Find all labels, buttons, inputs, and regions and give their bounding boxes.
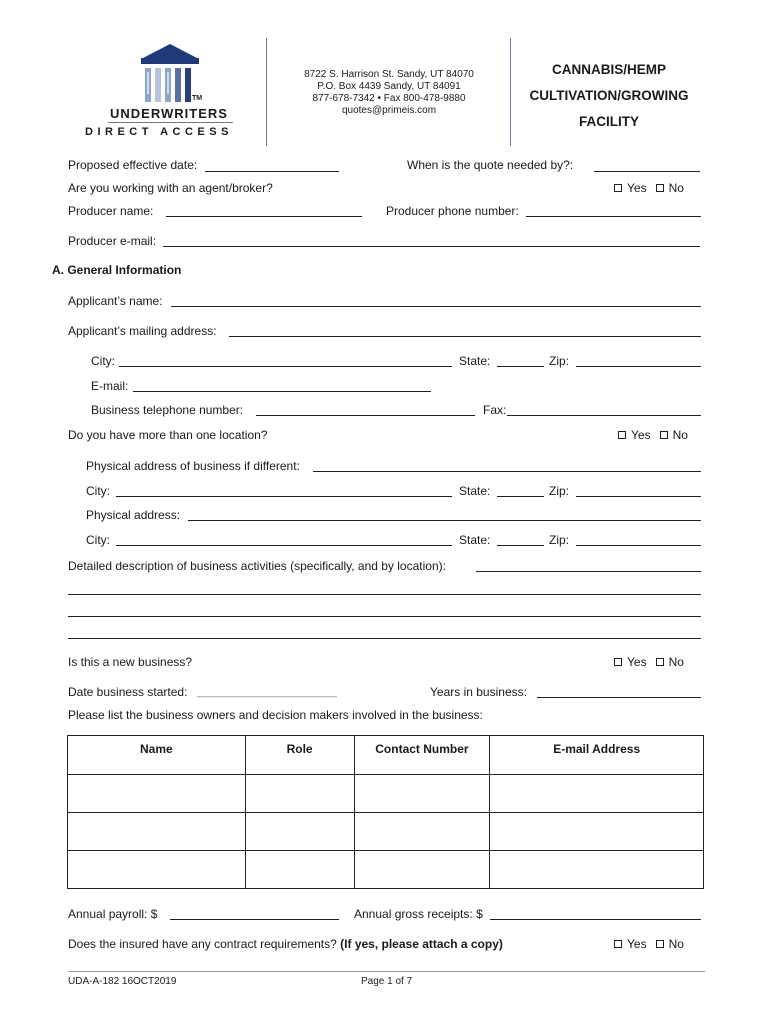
more-locations-no-checkbox[interactable] bbox=[660, 431, 668, 439]
contract-question bbox=[68, 937, 503, 951]
annual-payroll-field[interactable] bbox=[170, 919, 339, 920]
location3-state-field[interactable] bbox=[497, 545, 544, 546]
email-label: E-mail: bbox=[91, 379, 129, 393]
owner-name-cell[interactable] bbox=[68, 851, 246, 889]
location2-city-label: City: bbox=[86, 484, 110, 498]
producer-email-label: Producer e-mail: bbox=[68, 234, 157, 248]
owner-contact-cell[interactable] bbox=[354, 851, 490, 889]
form-title bbox=[494, 57, 724, 135]
mailing-zip-field[interactable] bbox=[576, 366, 701, 367]
physical-address-label: Physical address: bbox=[86, 508, 181, 522]
company-address bbox=[279, 69, 499, 117]
physical-address-field[interactable] bbox=[188, 520, 701, 521]
mailing-city-field[interactable] bbox=[119, 366, 452, 367]
agent-yes-label: Yes bbox=[627, 181, 647, 195]
physical-if-different-field[interactable] bbox=[313, 471, 701, 472]
effective-date-field[interactable] bbox=[205, 171, 339, 172]
new-business-no-label: No bbox=[668, 655, 684, 669]
new-business-yes-no bbox=[614, 655, 684, 669]
mailing-state-label: State: bbox=[459, 354, 491, 368]
location3-zip-label: Zip: bbox=[549, 533, 570, 547]
fax-field[interactable] bbox=[507, 415, 701, 416]
more-locations-question: Do you have more than one location? bbox=[68, 428, 268, 442]
logo-tm: TM bbox=[192, 95, 203, 102]
address-phone-fax: 877-678-7342 • Fax 800-478-9880 bbox=[312, 93, 466, 104]
owners-table-header bbox=[68, 736, 704, 775]
table-row bbox=[68, 851, 704, 889]
owners-header-role: Role bbox=[245, 736, 354, 775]
location2-state-field[interactable] bbox=[497, 496, 544, 497]
owner-name-cell[interactable] bbox=[68, 775, 246, 813]
location2-city-field[interactable] bbox=[116, 496, 452, 497]
owners-header-contact: Contact Number bbox=[354, 736, 490, 775]
owners-table bbox=[67, 735, 704, 889]
title-line-3: FACILITY bbox=[579, 114, 639, 129]
producer-phone-label: Producer phone number: bbox=[386, 204, 519, 218]
contract-question-note: (If yes, please attach a copy) bbox=[340, 937, 503, 951]
quote-needed-label: When is the quote needed by?: bbox=[407, 158, 574, 172]
page-number: Page 1 of 7 bbox=[361, 976, 413, 987]
gross-receipts-field[interactable] bbox=[490, 919, 701, 920]
address-email: quotes@primeis.com bbox=[341, 105, 437, 116]
mailing-city-label: City: bbox=[91, 354, 115, 368]
more-locations-no-label: No bbox=[672, 428, 688, 442]
description-field-line-3[interactable] bbox=[68, 616, 701, 617]
years-in-business-field[interactable] bbox=[537, 697, 701, 698]
location3-zip-field[interactable] bbox=[576, 545, 701, 546]
producer-name-label: Producer name: bbox=[68, 204, 154, 218]
logo-underline bbox=[108, 122, 233, 123]
new-business-yes-checkbox[interactable] bbox=[614, 658, 622, 666]
contract-yes-label: Yes bbox=[627, 937, 647, 951]
owner-contact-cell[interactable] bbox=[354, 813, 490, 851]
physical-if-different-label: Physical address of business if different: bbox=[86, 459, 300, 473]
date-started-field[interactable]: ________________________ bbox=[197, 686, 337, 698]
owner-role-cell[interactable] bbox=[245, 851, 354, 889]
owner-contact-cell[interactable] bbox=[354, 775, 490, 813]
fax-label: Fax: bbox=[483, 403, 507, 417]
section-a-heading: A. General Information bbox=[52, 263, 182, 277]
producer-phone-field[interactable] bbox=[526, 216, 701, 217]
location3-city-label: City: bbox=[86, 533, 110, 547]
address-po-box: P.O. Box 4439 Sandy, UT 84091 bbox=[317, 81, 461, 92]
annual-payroll-label: Annual payroll: $ bbox=[68, 907, 158, 921]
table-row bbox=[68, 813, 704, 851]
producer-email-field[interactable] bbox=[163, 246, 700, 247]
header-divider-left bbox=[266, 38, 267, 146]
description-field-line-4[interactable] bbox=[68, 638, 701, 639]
contract-question-text: Does the insured have any contract requirements? bbox=[68, 937, 341, 951]
quote-needed-field[interactable] bbox=[594, 171, 700, 172]
more-locations-yes-label: Yes bbox=[631, 428, 651, 442]
owner-email-cell[interactable] bbox=[490, 813, 704, 851]
owner-role-cell[interactable] bbox=[245, 775, 354, 813]
location2-zip-field[interactable] bbox=[576, 496, 701, 497]
description-field-line-2[interactable] bbox=[68, 594, 701, 595]
description-field-line-1[interactable] bbox=[476, 571, 701, 572]
form-id: UDA-A-182 16OCT2019 bbox=[68, 976, 177, 987]
years-in-business-label: Years in business: bbox=[430, 685, 527, 699]
agent-no-label: No bbox=[668, 181, 684, 195]
contract-no-checkbox[interactable] bbox=[656, 940, 664, 948]
description-label: Detailed description of business activities (specifically, and by location): bbox=[68, 559, 446, 573]
email-field[interactable] bbox=[133, 391, 431, 392]
footer-rule bbox=[68, 971, 705, 972]
location2-state-label: State: bbox=[459, 484, 491, 498]
owners-header-name: Name bbox=[68, 736, 246, 775]
owner-email-cell[interactable] bbox=[490, 851, 704, 889]
company-logo bbox=[80, 42, 255, 142]
mailing-state-field[interactable] bbox=[497, 366, 544, 367]
owner-name-cell[interactable] bbox=[68, 813, 246, 851]
location3-state-label: State: bbox=[459, 533, 491, 547]
mailing-zip-label: Zip: bbox=[549, 354, 570, 368]
effective-date-label: Proposed effective date: bbox=[68, 158, 198, 172]
owners-header-email: E-mail Address bbox=[490, 736, 704, 775]
logo-line-2: DIRECT ACCESS bbox=[85, 126, 233, 138]
agent-yes-no bbox=[614, 181, 684, 195]
contract-yes-no bbox=[614, 937, 684, 951]
owner-role-cell[interactable] bbox=[245, 813, 354, 851]
contract-no-label: No bbox=[668, 937, 684, 951]
title-line-2: CULTIVATION/GROWING bbox=[529, 88, 689, 103]
contract-yes-checkbox[interactable] bbox=[614, 940, 622, 948]
address-street: 8722 S. Harrison St. Sandy, UT 84070 bbox=[304, 69, 474, 80]
business-phone-field[interactable] bbox=[256, 415, 475, 416]
date-started-label: Date business started: bbox=[68, 685, 188, 699]
applicant-name-label: Applicant’s name: bbox=[68, 294, 163, 308]
more-locations-yes-no bbox=[618, 428, 688, 442]
gross-receipts-label: Annual gross receipts: $ bbox=[354, 907, 483, 921]
new-business-no-checkbox[interactable] bbox=[656, 658, 664, 666]
new-business-yes-label: Yes bbox=[627, 655, 647, 669]
applicant-name-field[interactable] bbox=[171, 306, 701, 307]
business-phone-label: Business telephone number: bbox=[91, 403, 244, 417]
title-line-1: CANNABIS/HEMP bbox=[551, 62, 666, 77]
agent-no-checkbox[interactable] bbox=[656, 184, 664, 192]
agent-yes-checkbox[interactable] bbox=[614, 184, 622, 192]
producer-name-field[interactable] bbox=[166, 216, 362, 217]
more-locations-yes-checkbox[interactable] bbox=[618, 431, 626, 439]
mailing-address-label: Applicant’s mailing address: bbox=[68, 324, 217, 338]
logo-line-1: UNDERWRITERS bbox=[110, 106, 228, 121]
owners-prompt: Please list the business owners and decision makers involved in the business: bbox=[68, 708, 483, 722]
owner-email-cell[interactable] bbox=[490, 775, 704, 813]
table-row bbox=[68, 775, 704, 813]
location3-city-field[interactable] bbox=[116, 545, 452, 546]
new-business-question: Is this a new business? bbox=[68, 655, 193, 669]
agent-question: Are you working with an agent/broker? bbox=[68, 181, 273, 195]
mailing-address-field[interactable] bbox=[229, 336, 701, 337]
location2-zip-label: Zip: bbox=[549, 484, 570, 498]
